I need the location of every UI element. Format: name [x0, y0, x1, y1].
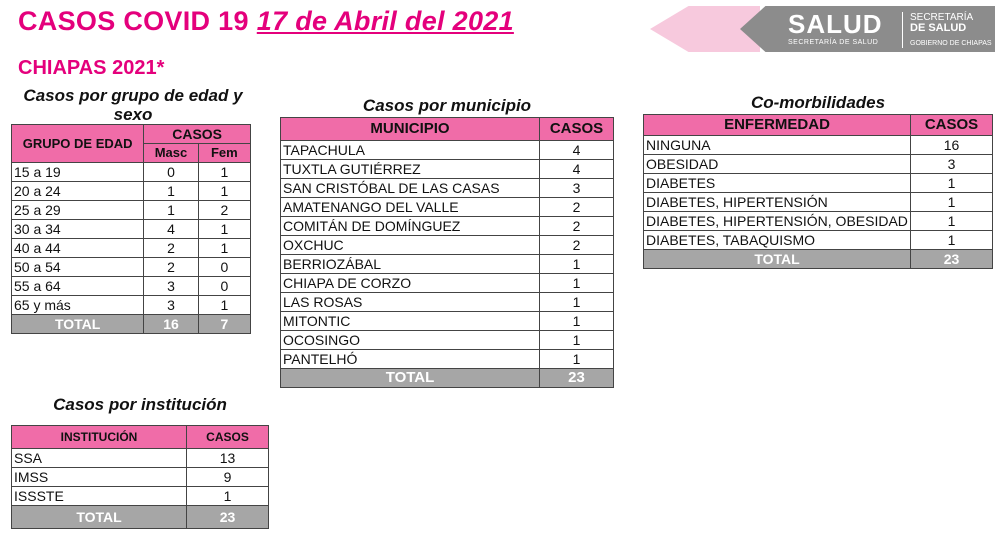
logo-line1: SECRETARÍA: [910, 12, 974, 23]
age-cases-header: CASOS: [144, 125, 251, 144]
institucion-header: INSTITUCIÓN: [12, 426, 187, 449]
cases-cell: 3: [911, 155, 993, 174]
cases-cell: 1: [540, 274, 614, 293]
cases-cell: 1: [540, 312, 614, 331]
cases-cell: 4: [540, 141, 614, 160]
table-row: [281, 255, 614, 274]
inst-total-label: TOTAL: [12, 506, 187, 529]
municipio-cell: BERRIOZÁBAL: [281, 255, 540, 274]
fem-cell: 0: [198, 258, 250, 277]
age-group-cell: 30 a 34: [12, 220, 144, 239]
age-group-cell: 15 a 19: [12, 163, 144, 182]
cases-cell: 2: [540, 236, 614, 255]
title-text: CASOS COVID 19: [18, 6, 249, 36]
cases-cell: 1: [911, 174, 993, 193]
cases-cell: 1: [911, 231, 993, 250]
table-row: [281, 217, 614, 236]
masc-cell: 4: [144, 220, 198, 239]
cases-cell: 1: [187, 487, 269, 506]
table-row: [644, 193, 993, 212]
table-row: [12, 296, 251, 315]
report-date: 17 de Abril del 2021: [256, 6, 514, 36]
table-row: [12, 277, 251, 296]
inst-total-value: 23: [187, 506, 269, 529]
table-row: [281, 274, 614, 293]
masc-cell: 1: [144, 201, 198, 220]
table-row: [281, 331, 614, 350]
table-row: [12, 449, 269, 468]
table-row: [644, 231, 993, 250]
comorb-total-label: TOTAL: [644, 250, 911, 269]
age-group-cell: 65 y más: [12, 296, 144, 315]
table-row: [281, 293, 614, 312]
cases-cell: 2: [540, 198, 614, 217]
municipio-table: [280, 117, 614, 388]
age-group-cell: 55 a 64: [12, 277, 144, 296]
masc-cell: 1: [144, 182, 198, 201]
inst-table-caption: Casos por institución: [53, 395, 227, 414]
masc-header: Masc: [144, 144, 198, 163]
cases-cell: 9: [187, 468, 269, 487]
table-row: [644, 155, 993, 174]
table-row: [281, 236, 614, 255]
municipio-cell: MITONTIC: [281, 312, 540, 331]
municipio-cell: PANTELHÓ: [281, 350, 540, 369]
masc-cell: 2: [144, 239, 198, 258]
age-total-row: [12, 315, 251, 334]
table-row: [12, 182, 251, 201]
municipio-cell: SAN CRISTÓBAL DE LAS CASAS: [281, 179, 540, 198]
masc-cell: 0: [144, 163, 198, 182]
comorb-table-caption: Co-morbilidades: [750, 93, 886, 112]
logo-brand-sub: SECRETARÍA DE SALUD: [788, 39, 879, 46]
age-group-cell: 40 a 44: [12, 239, 144, 258]
salud-logo: [650, 6, 995, 52]
table-row: [12, 163, 251, 182]
cases-cell: 1: [540, 331, 614, 350]
age-table: [11, 124, 251, 334]
municipio-cases-header: CASOS: [540, 118, 614, 141]
table-row: [281, 350, 614, 369]
cases-cell: 3: [540, 179, 614, 198]
comorb-table: [643, 114, 993, 269]
table-row: [12, 220, 251, 239]
cases-cell: 1: [540, 293, 614, 312]
institucion-cell: IMSS: [12, 468, 187, 487]
table-row: [12, 258, 251, 277]
logo-gobierno: GOBIERNO DE CHIAPAS: [910, 40, 992, 47]
enfermedad-cell: OBESIDAD: [644, 155, 911, 174]
municipio-cell: LAS ROSAS: [281, 293, 540, 312]
cases-cell: 2: [540, 217, 614, 236]
municipio-cell: OXCHUC: [281, 236, 540, 255]
enfermedad-cell: NINGUNA: [644, 136, 911, 155]
fem-cell: 1: [198, 296, 250, 315]
masc-cell: 3: [144, 296, 198, 315]
enfermedad-cell: DIABETES, TABAQUISMO: [644, 231, 911, 250]
age-total-masc: 16: [144, 315, 198, 334]
age-group-cell: 20 a 24: [12, 182, 144, 201]
table-row: [281, 160, 614, 179]
comorb-total-value: 23: [911, 250, 993, 269]
table-row: [12, 468, 269, 487]
fem-header: Fem: [198, 144, 250, 163]
masc-cell: 3: [144, 277, 198, 296]
fem-cell: 1: [198, 239, 250, 258]
logo-divider: [902, 12, 903, 48]
fem-cell: 2: [198, 201, 250, 220]
municipio-total-row: [281, 369, 614, 388]
state-label: CHIAPAS 2021*: [18, 57, 165, 79]
cases-cell: 13: [187, 449, 269, 468]
municipio-table-caption: Casos por municipio: [362, 96, 532, 115]
logo-line2: DE SALUD: [910, 22, 967, 34]
table-row: [12, 487, 269, 506]
cases-cell: 1: [911, 193, 993, 212]
table-row: [644, 174, 993, 193]
cases-cell: 1: [540, 255, 614, 274]
table-row: [281, 141, 614, 160]
inst-table: [11, 425, 269, 529]
municipio-cell: TAPACHULA: [281, 141, 540, 160]
cases-cell: 16: [911, 136, 993, 155]
table-row: [644, 136, 993, 155]
age-total-fem: 7: [198, 315, 250, 334]
page-title: [18, 6, 514, 37]
table-row: [281, 179, 614, 198]
masc-cell: 2: [144, 258, 198, 277]
cases-cell: 1: [540, 350, 614, 369]
fem-cell: 0: [198, 277, 250, 296]
municipio-cell: OCOSINGO: [281, 331, 540, 350]
municipio-cell: COMITÁN DE DOMÍNGUEZ: [281, 217, 540, 236]
table-row: [12, 239, 251, 258]
age-table-caption: Casos por grupo de edad y sexo: [23, 86, 243, 124]
table-row: [281, 312, 614, 331]
age-group-cell: 50 a 54: [12, 258, 144, 277]
enfermedad-header: ENFERMEDAD: [644, 115, 911, 136]
enfermedad-cell: DIABETES, HIPERTENSIÓN, OBESIDAD: [644, 212, 911, 231]
enfermedad-cell: DIABETES, HIPERTENSIÓN: [644, 193, 911, 212]
municipio-cell: TUXTLA GUTIÉRREZ: [281, 160, 540, 179]
enfermedad-cell: DIABETES: [644, 174, 911, 193]
logo-secretaria: [910, 12, 973, 34]
institucion-cell: SSA: [12, 449, 187, 468]
inst-cases-header: CASOS: [187, 426, 269, 449]
fem-cell: 1: [198, 163, 250, 182]
table-row: [12, 201, 251, 220]
inst-total-row: [12, 506, 269, 529]
municipio-total-value: 23: [540, 369, 614, 388]
municipio-cell: CHIAPA DE CORZO: [281, 274, 540, 293]
municipio-cell: AMATENANGO DEL VALLE: [281, 198, 540, 217]
institucion-cell: ISSSTE: [12, 487, 187, 506]
fem-cell: 1: [198, 182, 250, 201]
fem-cell: 1: [198, 220, 250, 239]
age-group-cell: 25 a 29: [12, 201, 144, 220]
logo-brand: SALUD: [788, 9, 883, 39]
table-row: [644, 212, 993, 231]
age-group-header: GRUPO DE EDAD: [12, 125, 144, 163]
municipio-header: MUNICIPIO: [281, 118, 540, 141]
cases-cell: 4: [540, 160, 614, 179]
municipio-total-label: TOTAL: [281, 369, 540, 388]
comorb-cases-header: CASOS: [911, 115, 993, 136]
comorb-total-row: [644, 250, 993, 269]
cases-cell: 1: [911, 212, 993, 231]
age-total-label: TOTAL: [12, 315, 144, 334]
table-row: [281, 198, 614, 217]
